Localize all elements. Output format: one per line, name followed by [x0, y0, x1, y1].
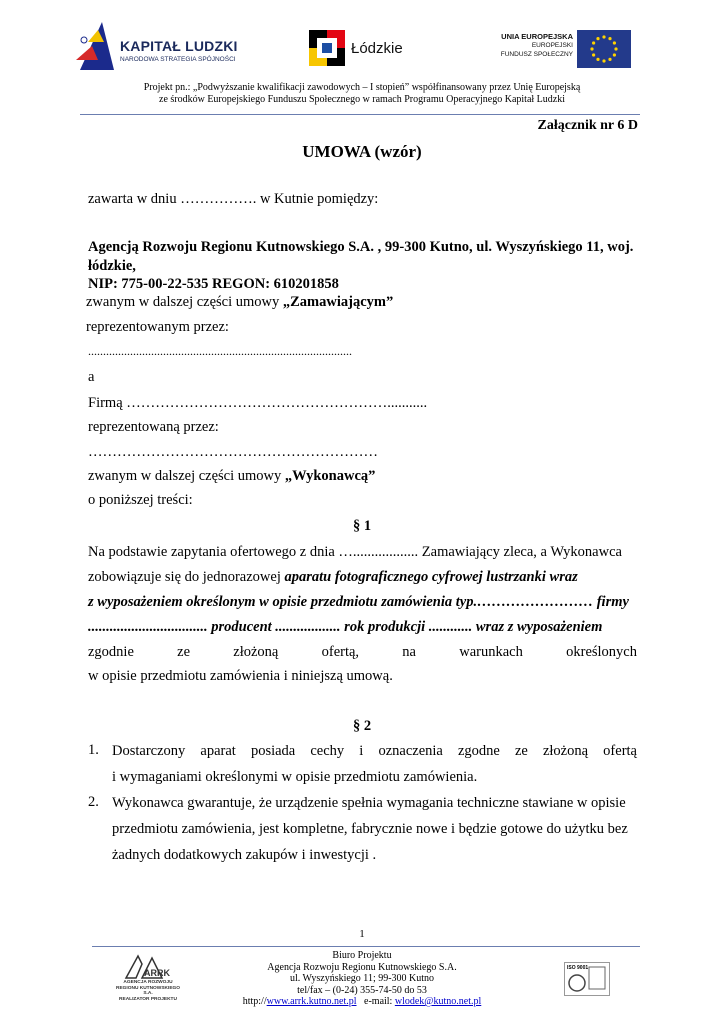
svg-text:ARRK: ARRK: [144, 968, 170, 978]
concluded-line: zawarta w dniu ……………. w Kutnie pomiędzy:: [88, 191, 379, 207]
item2-line1: Wykonawca gwarantuje, że urządzenie spełnia wymagania techniczne stawiane w opisie: [112, 795, 626, 811]
eu-flag-icon: [577, 30, 631, 68]
project-line2: ze środków Europejskiego Funduszu Społecznego w ramach Programu Operacyjnego Kapitał Ludzki: [159, 94, 565, 105]
item1-line2: i wymaganiami określonymi w opisie przedmiotu zamówienia.: [112, 769, 478, 785]
item2-line2: przedmiotu zamówienia, jest kompletne, fabrycznie nowe i będzie gotowe do użytku bez: [112, 821, 628, 837]
eu-line1: UNIA EUROPEJSKA: [501, 32, 573, 41]
p1-line5: zgodnie ze złożoną ofertą, na warunkach określonych: [88, 644, 637, 660]
item2-number: 2.: [88, 794, 99, 810]
called2-prefix: zwanym w dalszej części umowy: [88, 468, 285, 484]
footer-divider: [92, 946, 640, 947]
p1-line1: Na podstawie zapytania ofertowego z dnia ….................. Zamawiający zleca, a Wykonawca: [88, 544, 622, 560]
firm-line: Firmą ………………………………………………...........: [88, 395, 428, 411]
eu-line3: FUNDUSZ SPOŁECZNY: [500, 51, 573, 58]
kapital-ludzki-logo: [74, 20, 254, 75]
called1-line: [86, 293, 393, 311]
arrk-logo: [112, 952, 184, 1002]
iso-certificate-logo: [564, 962, 610, 996]
header-divider: [80, 114, 640, 115]
item1-line1: Dostarczony aparat posiada cechy i oznaczenia zgodne ze złożoną ofertą: [112, 743, 637, 759]
p1-line6: w opisie przedmiotu zamówienia i niniejszą umową.: [88, 668, 393, 684]
represented2: reprezentowaną przez:: [88, 419, 219, 435]
website-link[interactable]: www.arrk.kutno.net.pl: [266, 996, 357, 1007]
item1-number: 1.: [88, 742, 99, 758]
party1-line2: łódzkie,: [88, 258, 136, 274]
document-title: UMOWA (wzór): [302, 142, 422, 161]
party1-line3: NIP: 775-00-22-535 REGON: 610201858: [88, 276, 339, 292]
kapital-ludzki-subtitle: NARODOWA STRATEGIA SPÓJNOŚCI: [120, 56, 236, 63]
and-word: a: [88, 369, 95, 385]
lodzkie-name: Łódzkie: [351, 40, 403, 57]
arrk-emblem-icon: [112, 952, 184, 980]
section2-heading: § 2: [352, 718, 372, 734]
footer-line4: tel/fax – (0-24) 355-74-50 do 53: [297, 984, 427, 996]
eu-line2: EUROPEJSKI: [531, 42, 573, 49]
p1-line4: ................................. producent .................. rok produkcji ............ wraz z wyposażeniem: [88, 619, 603, 635]
item2-line3: żadnych dodatkowych zakupów i inwestycji .: [112, 847, 377, 863]
p1-line2: [88, 568, 578, 586]
footer-contact: [200, 950, 524, 1008]
iso-badge-icon: [565, 963, 609, 995]
represented1: reprezentowanym przez:: [86, 319, 229, 335]
footer-line1: Biuro Projektu: [332, 950, 392, 961]
footer-line5: [200, 996, 524, 1008]
project-line1: Projekt pn.: „Podwyższanie kwalifikacji zawodowych – I stopień” współfinansowany przez Unię Europejską: [143, 82, 581, 93]
eu-logo: [488, 28, 633, 70]
email-link[interactable]: wlodek@kutno.net.pl: [394, 996, 482, 1007]
lodzkie-logo: [309, 30, 419, 70]
project-info: [80, 82, 644, 106]
arrk-logo-name: AGENCJA ROZWOJU REGIONU KUTNOWSKIEGO S.A.: [116, 980, 180, 996]
dots1: ........................................................................................: [88, 344, 352, 358]
kapital-ludzki-title: KAPITAŁ LUDZKI: [120, 38, 238, 54]
http-label: http://: [242, 996, 267, 1007]
called1-prefix: zwanym w dalszej części umowy: [86, 294, 283, 310]
annex-label: Załącznik nr 6 D: [537, 118, 638, 133]
party1-line1: Agencją Rozwoju Regionu Kutnowskiego S.A. , 99-300 Kutno, ul. Wyszyńskiego 11, woj.: [88, 239, 634, 255]
dots2: ……………………………………………………: [88, 444, 378, 460]
arrk-logo-sub: REALIZATOR PROJEKTU: [119, 996, 177, 1002]
footer-line3: ul. Wyszyńskiego 11; 99-300 Kutno: [289, 973, 435, 984]
iso-text: ISO 9001: [567, 965, 589, 971]
called2-name: „Wykonawcą”: [284, 468, 376, 484]
arrk-logo-text: [112, 980, 184, 1002]
called1-name: „Zamawiającym”: [282, 294, 394, 310]
lodzkie-emblem-icon: [309, 30, 345, 66]
following-line: o poniższej treści:: [88, 492, 193, 508]
section1-heading: § 1: [352, 518, 372, 534]
page-number: 1: [359, 928, 365, 940]
p1-line2-b: aparatu fotograficznego cyfrowej lustrzanki wraz: [284, 569, 578, 585]
p1-line2-a: zobowiązuje się do jednorazowej: [88, 569, 285, 585]
kapital-ludzki-emblem-icon: [74, 20, 118, 72]
p1-line3: z wyposażeniem określonym w opisie przedmiotu zamówienia typ.…………………… firmy: [88, 594, 629, 610]
called2-line: [88, 467, 375, 485]
email-label: e-mail:: [356, 996, 395, 1007]
footer-line2: Agencja Rozwoju Regionu Kutnowskiego S.A.: [267, 961, 457, 973]
